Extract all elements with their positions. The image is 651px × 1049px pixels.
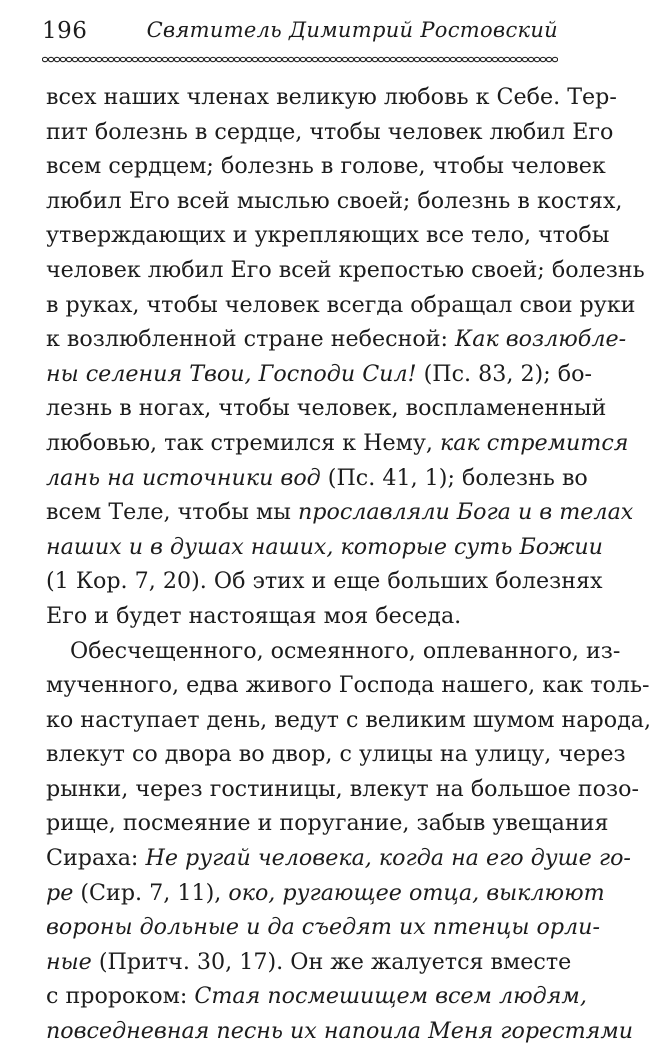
text-line: [46, 426, 629, 461]
italic-quote-span: Стая посмешищем всем людям,: [194, 983, 587, 1010]
text-line: [46, 218, 610, 253]
text-line: [46, 841, 631, 876]
italic-quote-span: Как возлюбле-: [455, 326, 627, 353]
text-line: [46, 910, 600, 945]
italic-quote-span: око, ругающее отца, выклюют: [228, 879, 605, 906]
text-span: Обесчещенного, осмеянного, оплеванного, из-: [70, 637, 621, 664]
text-line: [46, 149, 606, 184]
text-line: [46, 391, 607, 426]
italic-quote-span: ны селения Твои, Господи Сил!: [46, 360, 417, 387]
text-line: [46, 80, 617, 115]
text-line: [46, 806, 609, 841]
text-span: к возлюбленной стране небесной:: [46, 326, 456, 353]
text-span: всем Теле, чтобы мы: [46, 499, 298, 526]
text-line: [46, 599, 556, 634]
text-span: рище, посмеяние и поругание, забыв увещания: [46, 810, 609, 837]
text-span: в руках, чтобы человек всегда обращал свои руки: [46, 291, 636, 318]
italic-quote-span: вороны дольные и да съедят их птенцы орли-: [46, 914, 600, 941]
italic-quote-span: Не ругай человека, когда на его душе го-: [145, 845, 631, 872]
italic-quote-span: как стремится: [440, 429, 629, 456]
text-span: любовью, так стремился к Нему,: [46, 429, 441, 456]
italic-quote-span: лань на источники вод: [46, 464, 321, 491]
text-line: [46, 1014, 634, 1049]
text-line: [46, 564, 603, 599]
italic-quote-span: прославляли Бога и в телах: [297, 499, 634, 526]
italic-quote-span: наших и в душах наших, которые суть Божии: [46, 533, 603, 560]
running-head: Святитель Димитрий Ростовский: [146, 18, 558, 42]
text-line: [46, 703, 651, 738]
text-line: [46, 495, 634, 530]
text-line: [46, 288, 636, 323]
page-body-text: [46, 80, 651, 1049]
text-line: [46, 634, 621, 669]
text-span: Его и будет настоящая моя беседа.: [46, 602, 462, 629]
text-span: (Пс. 83, 2); бо-: [416, 360, 592, 387]
text-span: рынки, через гостиницы, влекут на большое позо-: [46, 775, 639, 802]
text-line: [46, 530, 603, 565]
text-span: (1 Кор. 7, 20). Об этих и еще больших болезнях: [46, 568, 603, 595]
text-span: человек любил Его всей крепостью своей; болезнь: [46, 256, 645, 283]
text-span: с пророком:: [46, 983, 195, 1010]
italic-quote-span: ные: [46, 948, 92, 975]
text-line: [46, 876, 605, 911]
text-span: влекут со двора во двор, с улицы на улицу, через: [46, 741, 626, 768]
text-line: [46, 979, 587, 1014]
text-line: [46, 115, 614, 150]
text-line: [46, 357, 592, 392]
text-line: [46, 668, 650, 703]
text-span: любил Его всей мыслью своей; болезнь в костях,: [46, 187, 623, 214]
text-span: Сираха:: [46, 845, 146, 872]
text-span: (Сир. 7, 11),: [73, 879, 229, 906]
text-span: утверждающих и укрепляющих все тело, чтобы: [46, 222, 610, 249]
text-line: [46, 737, 626, 772]
text-span: всем сердцем; болезнь в голове, чтобы человек: [46, 153, 606, 180]
text-line: [46, 184, 623, 219]
page-number: 196: [42, 18, 88, 44]
italic-quote-span: повседневная песнь их напоила Меня горестями: [46, 1018, 634, 1045]
text-span: пит болезнь в сердце, чтобы человек любил Его: [46, 118, 614, 145]
text-line: [46, 772, 639, 807]
text-line: [46, 461, 588, 496]
text-line: [46, 945, 572, 980]
text-line: [46, 322, 627, 357]
decorative-rule: [42, 56, 558, 63]
text-span: (Пс. 41, 1); болезнь во: [320, 464, 588, 491]
italic-quote-span: ре: [46, 879, 74, 906]
page-header: [42, 18, 558, 52]
text-span: лезнь в ногах, чтобы человек, воспламененный: [46, 395, 607, 422]
text-span: всех наших членах великую любовь к Себе. Тер-: [46, 84, 617, 110]
text-line: [46, 253, 645, 288]
text-span: ко наступает день, ведут с великим шумом народа,: [46, 706, 651, 733]
text-span: мученного, едва живого Господа нашего, как толь-: [46, 672, 650, 699]
text-span: (Притч. 30, 17). Он же жалуется вместе: [91, 948, 572, 975]
